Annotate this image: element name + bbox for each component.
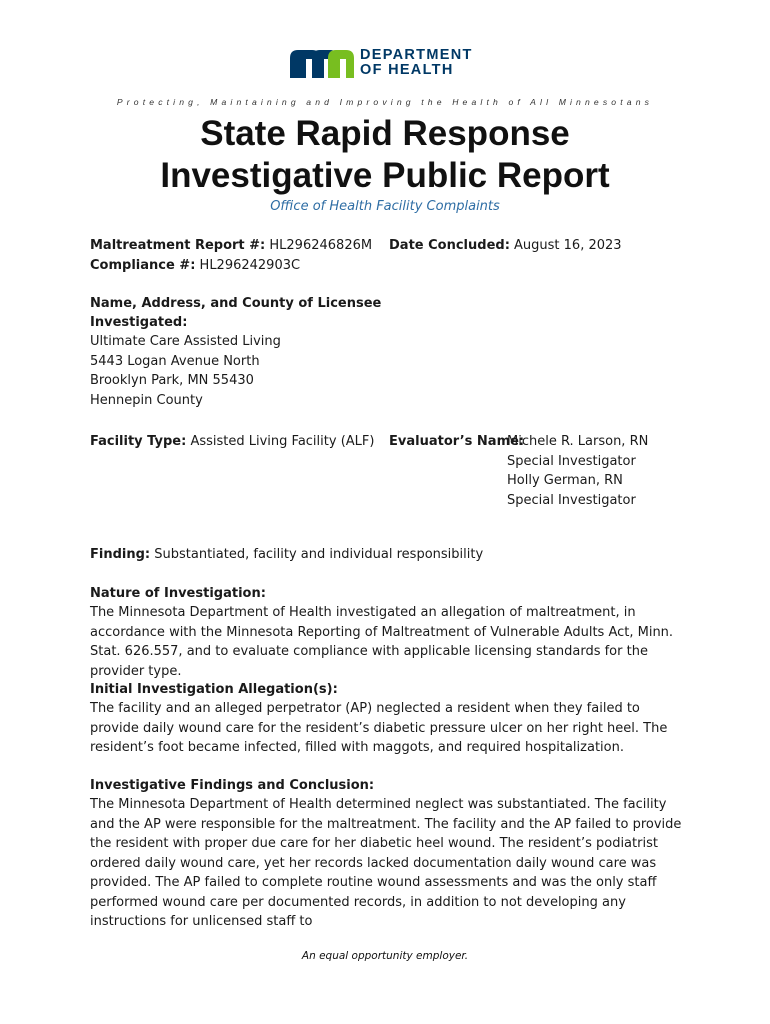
- page-subtitle: Office of Health Facility Complaints: [270, 199, 500, 214]
- findings-text: The Minnesota Department of Health determined neglect was substantiated. The facility and the AP were responsible for the maltreatment. The facility and the AP failed to provide the resident with proper due care for her diabetic heel wound. The resident’s podiatrist ordered daily wound care, yet her records lacked documentation daily wound care was provided. The AP failed to complete routine wound assessments and was the only staff performed wound care per documented records, in addition to not developing any instructions for unlicensed staff to: [90, 797, 682, 929]
- licensee-heading-line-1: Name, Address, and County of Licensee: [90, 296, 382, 311]
- maltreatment-report-number: [90, 236, 372, 256]
- page-title: [0, 113, 770, 197]
- licensee-city: Brooklyn Park, MN 55430: [90, 373, 254, 388]
- licensee-heading-line-2: Investigated:: [90, 315, 188, 330]
- evaluator-name-1: Michele R. Larson, RN: [507, 434, 649, 449]
- evaluator-title-1: Special Investigator: [507, 454, 636, 469]
- date-concluded: [389, 236, 622, 256]
- compliance-number: [90, 256, 300, 276]
- logo-line-2: OF HEALTH: [360, 62, 454, 78]
- mn-logo-icon: [290, 48, 356, 78]
- licensee-street: 5443 Logan Avenue North: [90, 354, 260, 369]
- facility-type-value: Assisted Living Facility (ALF): [186, 434, 375, 449]
- maltreatment-label: Maltreatment Report #:: [90, 238, 266, 253]
- nature-text: The Minnesota Department of Health investigated an allegation of maltreatment, in accordance with the Minnesota Reporting of Maltreatment of Vulnerable Adults Act, Minn. Stat. 626.557, and to evaluate compliance with applicable licensing standards for the provider type.: [90, 605, 674, 679]
- finding: [90, 545, 483, 565]
- date-value: August 16, 2023: [509, 238, 622, 253]
- compliance-label: Compliance #:: [90, 258, 196, 273]
- mdh-logo: [290, 47, 473, 78]
- footer-text: An equal opportunity employer.: [301, 950, 469, 962]
- finding-label: Finding:: [90, 547, 151, 562]
- maltreatment-value: HL296246826M: [265, 238, 373, 253]
- logo-line-1: DEPARTMENT: [360, 47, 473, 63]
- facility-type: [90, 432, 374, 452]
- licensee-name: Ultimate Care Assisted Living: [90, 334, 281, 349]
- findings-heading: Investigative Findings and Conclusion:: [90, 778, 375, 793]
- allegation-heading: Initial Investigation Allegation(s):: [90, 682, 338, 697]
- evaluator-name-2: Holly German, RN: [507, 473, 623, 488]
- tagline: Protecting, Maintaining and Improving the Health of All Minnesotans: [116, 97, 654, 107]
- date-label: Date Concluded:: [389, 238, 510, 253]
- facility-type-label: Facility Type:: [90, 434, 187, 449]
- title-line-2: Investigative Public Report: [160, 156, 610, 195]
- licensee-county: Hennepin County: [90, 393, 203, 408]
- evaluator-label: Evaluator’s Name:: [389, 434, 525, 449]
- evaluator-title-2: Special Investigator: [507, 493, 636, 508]
- compliance-value: HL296242903C: [195, 258, 301, 273]
- allegation-text: The facility and an alleged perpetrator (AP) neglected a resident when they failed to provide daily wound care for the resident’s diabetic pressure ulcer on her right heel. The resident’s foot became infected, filled with maggots, and required hospitalization.: [90, 701, 668, 755]
- title-line-1: State Rapid Response: [200, 114, 570, 153]
- nature-heading: Nature of Investigation:: [90, 586, 266, 601]
- finding-value: Substantiated, facility and individual responsibility: [150, 547, 484, 562]
